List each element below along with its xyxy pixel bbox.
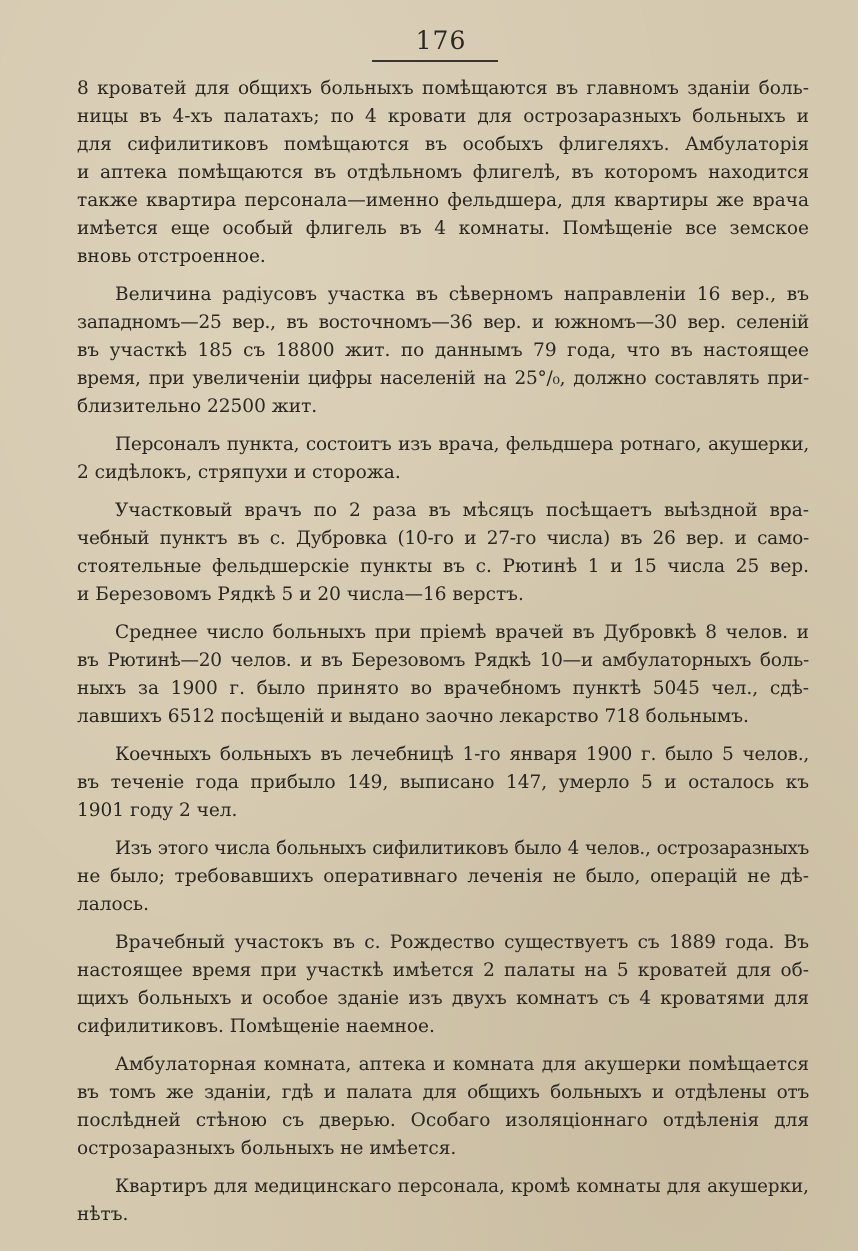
- text-line: Величина радіусовъ участка въ сѣверномъ направленіи 16 вер., въ: [115, 284, 809, 305]
- text-line: западномъ—25 вер., въ восточномъ—36 вер. и южномъ—30 вер. селеній: [77, 312, 809, 333]
- text-line: послѣдней стѣною съ дверью. Особаго изоляціоннаго отдѣленія для: [77, 1110, 809, 1131]
- text-line: сифилитиковъ. Помѣщеніе наемное.: [77, 1016, 435, 1037]
- text-line: лалось.: [77, 894, 149, 915]
- text-line: стоятельные фельдшерскіе пункты въ с. Рютинѣ 1 и 15 числа 25 вер.: [77, 556, 809, 577]
- page-number: 176: [415, 26, 467, 55]
- paragraph-5: [77, 619, 809, 731]
- text-line: въ томъ же зданіи, гдѣ и палата для общихъ больныхъ и отдѣлены отъ: [77, 1082, 809, 1103]
- page-header: [0, 26, 858, 55]
- text-line: Амбулаторная комната, аптека и комната для акушерки помѣщается: [115, 1054, 809, 1075]
- paragraph-6: [77, 741, 809, 825]
- text-line: Коечныхъ больныхъ въ лечебницѣ 1-го января 1900 г. было 5 челов.,: [115, 744, 809, 765]
- text-line: лавшихъ 6512 посѣщеній и выдано заочно лекарство 718 больнымъ.: [77, 706, 749, 727]
- text-line: и аптека помѣщаются въ отдѣльномъ флигелѣ, въ которомъ находится: [77, 162, 809, 183]
- body-text: [77, 75, 809, 1239]
- paragraph-1: [77, 75, 809, 271]
- text-line: Среднее число больныхъ при пріемѣ врачей въ Дубровкѣ 8 челов. и: [115, 622, 809, 643]
- text-line: въ Рютинѣ—20 челов. и въ Березовомъ Рядкѣ 10—и амбулаторныхъ боль-: [77, 650, 809, 671]
- paragraph-8: [77, 929, 809, 1041]
- text-line: острозаразныхъ больныхъ не имѣется.: [77, 1138, 457, 1159]
- text-line: и Березовомъ Рядкѣ 5 и 20 числа—16 верстъ.: [77, 584, 524, 605]
- text-line: имѣется еще особый флигель въ 4 комнаты. Помѣщеніе все земское: [77, 218, 809, 239]
- paragraph-10: [77, 1173, 809, 1229]
- text-line: настоящее время при участкѣ имѣется 2 палаты на 5 кроватей для об-: [77, 960, 809, 981]
- text-line: щихъ больныхъ и особое зданіе изъ двухъ комнатъ съ 4 кроватями для: [77, 988, 809, 1009]
- text-line: 1901 году 2 чел.: [77, 800, 238, 821]
- text-line: время, при увеличеніи цифры населеній на 25°/₀, должно составлять при-: [77, 368, 809, 389]
- text-line: Врачебный участокъ въ с. Рождество существуетъ съ 1889 года. Въ: [115, 932, 809, 953]
- header-rule: [372, 60, 498, 62]
- paragraph-4: [77, 497, 809, 609]
- text-line: не было; требовавшихъ оперативнаго леченія не было, операцій не дѣ-: [77, 866, 809, 887]
- text-line: въ участкѣ 185 съ 18800 жит. по даннымъ 79 года, что въ настоящее: [77, 340, 809, 361]
- text-line: 8 кроватей для общихъ больныхъ помѣщаются въ главномъ зданіи боль-: [77, 78, 809, 99]
- text-line: Участковый врачъ по 2 раза въ мѣсяцъ посѣщаетъ выѣздной вра-: [115, 500, 809, 521]
- text-line: ныхъ за 1900 г. было принято во врачебномъ пунктѣ 5045 чел., сдѣ-: [77, 678, 809, 699]
- paragraph-2: [77, 281, 809, 421]
- text-line: близительно 22500 жит.: [77, 396, 318, 417]
- text-line: нѣтъ.: [77, 1204, 129, 1225]
- text-line: въ теченіе года прибыло 149, выписано 147, умерло 5 и осталось къ: [77, 772, 809, 793]
- text-line: также квартира персонала—именно фельдшера, для квартиры же врача: [77, 190, 809, 211]
- text-line: для сифилитиковъ помѣщаются въ особыхъ флигеляхъ. Амбулаторія: [77, 134, 809, 155]
- text-line: ницы въ 4-хъ палатахъ; по 4 кровати для острозаразныхъ больныхъ и: [77, 106, 809, 127]
- paragraph-7: [77, 835, 809, 919]
- paragraph-9: [77, 1051, 809, 1163]
- paragraph-3: [77, 431, 809, 487]
- text-line: Персоналъ пункта, состоитъ изъ врача, фельдшера ротнаго, акушерки,: [115, 434, 809, 455]
- text-line: Изъ этого числа больныхъ сифилитиковъ было 4 челов., острозаразныхъ: [115, 838, 809, 859]
- text-line: вновь отстроенное.: [77, 246, 266, 267]
- text-line: чебный пунктъ въ с. Дубровка (10-го и 27-го числа) въ 26 вер. и само-: [77, 528, 809, 549]
- text-line: 2 сидѣлокъ, стряпухи и сторожа.: [77, 462, 401, 483]
- text-line: Квартиръ для медицинскаго персонала, кромѣ комнаты для акушерки,: [115, 1176, 809, 1197]
